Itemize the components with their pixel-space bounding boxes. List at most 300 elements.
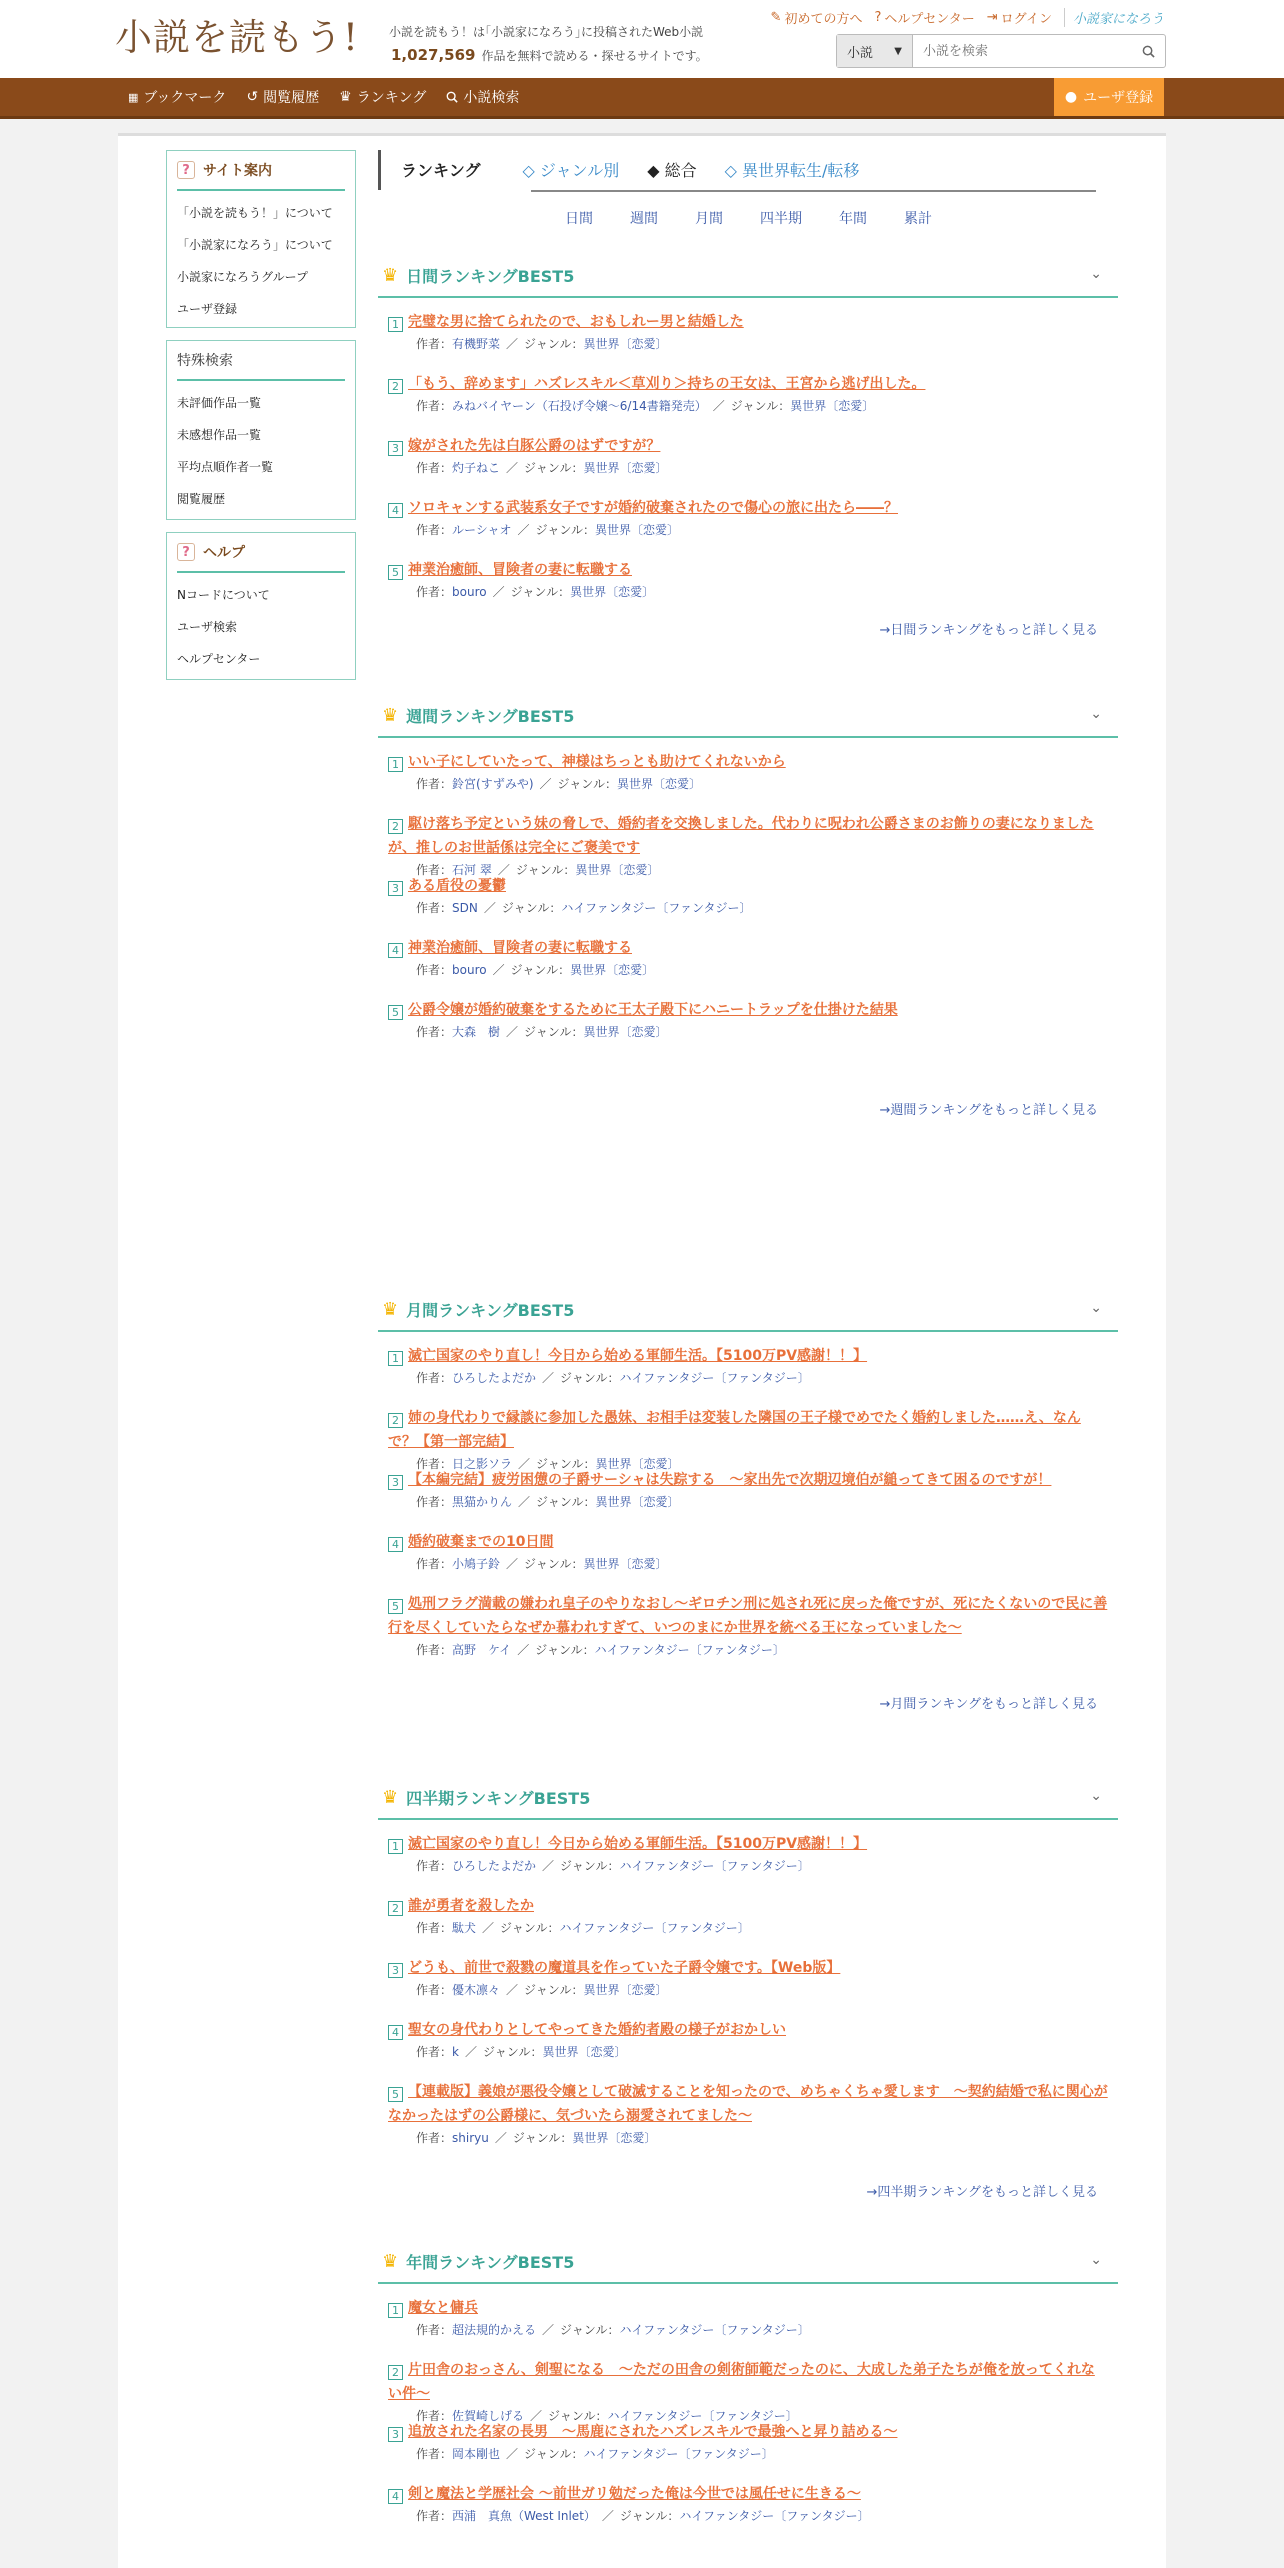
period-monthly[interactable]: 月間 [695, 211, 723, 227]
rank-number: 4 [388, 2489, 403, 2504]
author-label: 作者： [416, 2509, 453, 2523]
nav-search[interactable]: 小説検索 [446, 87, 519, 107]
sidebar-item-user-search[interactable]: ユーザ検索 [177, 620, 238, 634]
rank-number: 3 [388, 2427, 403, 2442]
novel-meta [388, 2506, 1108, 2526]
novel-meta [388, 898, 1108, 918]
genre-label: ジャンル： [510, 585, 571, 599]
meta-separator: ／ [492, 963, 505, 977]
author-link[interactable]: 高野 ケイ [452, 1643, 512, 1657]
ranking-section-title: 月間ランキングBEST5 [406, 1300, 575, 1320]
genre-label: ジャンル： [560, 2323, 620, 2337]
novel-meta [388, 582, 1108, 602]
genre-link[interactable]: 異世界〔恋愛〕 [572, 2131, 657, 2145]
ranking-item [388, 434, 1108, 478]
author-label: 作者： [416, 523, 453, 537]
novel-meta [388, 774, 1108, 794]
crown-icon: ♛ [382, 2250, 399, 2272]
genre-label: ジャンル： [560, 1859, 620, 1873]
work-count-suffix: 作品を無料で読める・探せるサイトです。 [481, 49, 708, 63]
sidebar-special-search [166, 340, 356, 520]
novel-title-link[interactable]: 滅亡国家のやり直し！今日から始める軍師生活。【5100万PV感謝！！】 [408, 1836, 868, 1852]
meta-separator: ／ [712, 399, 725, 413]
ranking-item [388, 2358, 1108, 2426]
genre-link[interactable]: 異世界〔恋愛〕 [595, 1495, 680, 1509]
period-weekly[interactable]: 週間 [630, 211, 658, 227]
chevron-down-icon[interactable]: ⌄ [1090, 266, 1102, 282]
chevron-down-icon[interactable]: ⌄ [1090, 1788, 1102, 1804]
sidebar-help-title: ? ヘルプ [177, 533, 345, 573]
novel-meta [388, 1856, 1108, 1876]
genre-link[interactable]: 異世界〔恋愛〕 [542, 2045, 627, 2059]
narou-brand-logo[interactable]: 小説家になろう [1064, 8, 1164, 27]
novel-title-link[interactable]: 魔女と傭兵 [408, 2300, 478, 2316]
author-label: 作者： [416, 863, 453, 877]
rank-number: 1 [388, 317, 403, 332]
crown-icon: ♛ [382, 704, 399, 726]
meta-separator: ／ [506, 461, 519, 475]
author-link[interactable]: shiryu [452, 2131, 489, 2145]
author-link[interactable]: 大森 樹 [452, 1025, 501, 1039]
ranking-item [388, 2080, 1108, 2148]
author-link[interactable]: 優木凛々 [452, 1983, 501, 1997]
rank-number: 4 [388, 1537, 403, 1552]
genre-label: ジャンル： [524, 1557, 584, 1571]
novel-title-link[interactable]: 婚約破棄までの10日間 [408, 1534, 554, 1550]
login-link[interactable]: ⇥ ログイン [986, 10, 1052, 27]
meta-separator: ／ [464, 2045, 477, 2059]
author-label: 作者： [416, 585, 453, 599]
book-icon: ✎ [770, 10, 782, 25]
ranking-item [388, 1592, 1108, 1660]
chevron-down-icon[interactable]: ⌄ [1090, 1300, 1102, 1316]
novel-title-link[interactable]: 追放された名家の長男 ～馬鹿にされたハズレスキルで最強へと昇り詰める～ [408, 2424, 898, 2440]
novel-title-link[interactable]: 剣と魔法と学歴社会 〜前世ガリ勉だった俺は今世では風任せに生きる〜 [408, 2486, 861, 2502]
ranking-section-header[interactable] [378, 694, 1118, 738]
chevron-down-icon[interactable]: ⌄ [1090, 706, 1102, 722]
sidebar-special-title: 特殊検索 [177, 341, 345, 381]
novel-title-link[interactable]: 聖女の身代わりとしてやってきた婚約者殿の様子がおかしい [408, 2022, 786, 2038]
ranking-section-header[interactable] [378, 254, 1118, 298]
sidebar-item-history[interactable]: 閲覧履歴 [177, 492, 226, 506]
author-link[interactable]: ひろしたよだか [452, 1371, 537, 1385]
meta-separator: ／ [517, 523, 530, 537]
author-link[interactable]: ルーシャオ [452, 523, 512, 537]
genre-link[interactable]: 異世界〔恋愛〕 [570, 963, 655, 977]
novel-title-link[interactable]: 処刑フラグ満載の嫌われ皇子のやりなおし～ギロチン刑に処され死に戻った俺ですが、死にたくないので民に善行を尽くしていたらなぜか慕われすぎて、いつのまにか世界を統べる王になっていました～ [388, 1596, 1108, 1636]
ranking-section-header[interactable] [378, 1288, 1118, 1332]
meta-separator: ／ [542, 1371, 555, 1385]
novel-title-link[interactable]: 誰が勇者を殺したか [408, 1898, 534, 1914]
author-link[interactable]: bouro [452, 585, 487, 599]
novel-title-link[interactable]: ソロキャンする武装系女子ですが婚約破棄されたので傷心の旅に出たら――？ [408, 500, 898, 516]
tab-underline [531, 190, 1096, 192]
ranking-section-yearly [378, 2240, 1118, 2568]
meta-separator: ／ [497, 863, 510, 877]
author-link[interactable]: SDN [452, 901, 478, 915]
ranking-heading: ランキング [401, 160, 481, 180]
rank-number: 5 [388, 565, 403, 580]
search-input[interactable] [913, 35, 1131, 67]
period-quarterly[interactable]: 四半期 [760, 211, 802, 227]
genre-link[interactable]: 異世界〔恋愛〕 [583, 1025, 668, 1039]
genre-label: ジャンル： [500, 1921, 560, 1935]
author-link[interactable]: 駄犬 [452, 1921, 477, 1935]
meta-separator: ／ [483, 901, 496, 915]
ranking-item [388, 2482, 1108, 2526]
meta-separator: ／ [518, 1495, 531, 1509]
novel-title-link[interactable]: ある盾役の憂鬱 [408, 878, 506, 894]
author-link[interactable]: 佐賀崎しげる [452, 2409, 525, 2423]
question-icon: ? [874, 10, 882, 25]
grid-icon: ▦ [128, 90, 139, 104]
meta-separator: ／ [506, 337, 519, 351]
sidebar-help [166, 532, 356, 680]
history-icon: ↺ [246, 89, 259, 105]
genre-label: ジャンル： [619, 2509, 680, 2523]
novel-meta [388, 520, 1108, 540]
ranking-item [388, 750, 1108, 794]
genre-link[interactable]: 異世界〔恋愛〕 [583, 337, 668, 351]
novel-title-link[interactable]: 「もう、辞めます」ハズレスキル＜草刈り＞持ちの王女は、王宮から逃げ出した。 [408, 376, 926, 392]
author-label: 作者： [416, 2323, 453, 2337]
tab-overall[interactable]: ◆ 総合 [647, 160, 697, 180]
novel-meta [388, 396, 1108, 416]
rank-number: 4 [388, 503, 403, 518]
ranking-item [388, 1832, 1108, 1876]
genre-label: ジャンル： [510, 963, 571, 977]
genre-label: ジャンル： [730, 399, 791, 413]
search-icon [446, 91, 458, 103]
author-label: 作者： [416, 2409, 453, 2423]
ranking-item [388, 936, 1108, 980]
nav-ranking[interactable]: ♛ ランキング [339, 89, 427, 106]
genre-link[interactable]: 異世界〔恋愛〕 [595, 523, 680, 537]
ranking-tabs [378, 150, 1093, 190]
ranking-item [388, 2296, 1108, 2340]
meta-separator: ／ [494, 2131, 507, 2145]
rank-number: 2 [388, 1901, 403, 1916]
novel-title-link[interactable]: 【本編完結】疲労困憊の子爵サーシャは失踪する ～家出先で次期辺境伯が縋ってきて困るのですが！ [408, 1472, 1052, 1488]
nav-history[interactable]: ↺ 閲覧履歴 [246, 89, 320, 106]
search-icon [1142, 45, 1155, 58]
more-ranking-link[interactable]: →月間ランキングをもっと詳しく見る [879, 1697, 1098, 1712]
author-label: 作者： [416, 1025, 453, 1039]
novel-title-link[interactable]: 嫁がされた先は白豚公爵のはずですが？ [408, 438, 661, 454]
genre-link[interactable]: ハイファンタジー〔ファンタジー〕 [561, 901, 752, 915]
novel-title-link[interactable]: どうも、前世で殺戮の魔道具を作っていた子爵令嬢です。【Web版】 [408, 1960, 841, 1976]
genre-label: ジャンル： [536, 1495, 596, 1509]
genre-link[interactable]: ハイファンタジー〔ファンタジー〕 [619, 1859, 810, 1873]
ranking-section-quarterly [378, 1776, 1118, 2236]
genre-label: ジャンル： [515, 863, 576, 877]
genre-link[interactable]: 異世界〔恋愛〕 [595, 1457, 680, 1471]
author-label: 作者： [416, 777, 453, 791]
rank-number: 3 [388, 441, 403, 456]
period-daily[interactable]: 日間 [565, 211, 593, 227]
beginners-link[interactable]: ✎ 初めての方へ [770, 10, 863, 27]
genre-label: ジャンル： [482, 2045, 543, 2059]
ranking-item [388, 874, 1108, 918]
sidebar-item-user-register[interactable]: ユーザ登録 [177, 302, 238, 316]
sidebar-item-no-review[interactable]: 未感想作品一覧 [177, 428, 262, 442]
novel-meta [388, 1980, 1108, 2000]
nav-bookmark[interactable]: ▦ ブックマーク [128, 90, 227, 106]
author-link[interactable]: 鈴宮(すずみや) [452, 777, 534, 791]
ranking-item [388, 998, 1108, 1042]
ranking-item [388, 372, 1108, 416]
tab-genre[interactable]: ◇ ジャンル別 [522, 160, 620, 180]
author-label: 作者： [416, 1371, 453, 1385]
crown-icon: ♛ [339, 89, 352, 105]
rank-number: 2 [388, 379, 403, 394]
author-label: 作者： [416, 1495, 453, 1509]
novel-meta [388, 1368, 1108, 1388]
sidebar-item-ncode[interactable]: Nコードについて [177, 588, 270, 602]
search-box [836, 34, 1166, 68]
novel-title-link[interactable]: 神業治癒師、冒険者の妻に転職する [408, 562, 632, 578]
novel-title-link[interactable]: 滅亡国家のやり直し！今日から始める軍師生活。【5100万PV感謝！！】 [408, 1348, 868, 1364]
user-icon: ● [1064, 89, 1078, 105]
rank-number: 4 [388, 943, 403, 958]
question-icon: ? [177, 161, 195, 179]
novel-meta [388, 1918, 1108, 1938]
sidebar-item-avg-authors[interactable]: 平均点順作者一覧 [177, 460, 274, 474]
genre-link[interactable]: 異世界〔恋愛〕 [583, 461, 668, 475]
novel-title-link[interactable]: 姉の身代わりで縁談に参加した愚妹、お相手は変装した隣国の王子様でめでたく婚約しました……え、なんで？【第一部完結】 [388, 1410, 1081, 1450]
genre-label: ジャンル： [536, 1457, 596, 1471]
top-links [771, 8, 1164, 27]
ranking-item [388, 496, 1108, 540]
genre-link[interactable]: 異世界〔恋愛〕 [570, 585, 655, 599]
novel-meta [388, 960, 1108, 980]
author-link[interactable]: 岡本剛也 [452, 2447, 501, 2461]
main-nav [0, 78, 1284, 119]
novel-title-link[interactable]: 【連載版】義娘が悪役令嬢として破滅することを知ったので、めちゃくちゃ愛します ～契約結婚で私に関心がなかったはずの公爵様に、気づいたら溺愛されてました～ [388, 2084, 1108, 2124]
ranking-item [388, 2420, 1108, 2464]
ranking-item [388, 1344, 1108, 1388]
novel-meta [388, 2320, 1108, 2340]
genre-label: ジャンル： [548, 2409, 608, 2423]
genre-label: ジャンル： [501, 901, 562, 915]
rank-number: 5 [388, 2087, 403, 2102]
author-label: 作者： [416, 1457, 453, 1471]
meta-separator: ／ [542, 1859, 555, 1873]
more-ranking-link[interactable]: →週間ランキングをもっと詳しく見る [879, 1103, 1098, 1118]
genre-link[interactable]: 異世界〔恋愛〕 [583, 1557, 668, 1571]
rank-number: 2 [388, 2365, 403, 2380]
more-ranking-link[interactable]: →四半期ランキングをもっと詳しく見る [866, 2185, 1098, 2200]
search-type-select[interactable]: 小説 ▼ [837, 35, 913, 67]
rank-number: 2 [388, 1413, 403, 1428]
novel-title-link[interactable]: 片田舎のおっさん、剣聖になる ～ただの田舎の剣術師範だったのに、大成した弟子たちが俺を放ってくれない件～ [388, 2362, 1095, 2402]
ranking-section-title: 週間ランキングBEST5 [406, 706, 575, 726]
rank-number: 5 [388, 1599, 403, 1614]
genre-label: ジャンル： [524, 1025, 584, 1039]
author-link[interactable]: 灼子ねこ [452, 461, 501, 475]
rank-number: 1 [388, 2303, 403, 2318]
meta-separator: ／ [517, 1643, 530, 1657]
period-yearly[interactable]: 年間 [839, 211, 867, 227]
genre-link[interactable]: ハイファンタジー〔ファンタジー〕 [607, 2409, 798, 2423]
novel-title-link[interactable]: 公爵令嬢が婚約破棄をするために王太子殿下にハニートラップを仕掛けた結果 [408, 1002, 898, 1018]
rank-number: 5 [388, 1005, 403, 1020]
question-icon: ? [177, 543, 195, 561]
author-label: 作者： [416, 1921, 453, 1935]
help-center-link[interactable]: ? ヘルプセンター [874, 10, 975, 27]
genre-link[interactable]: ハイファンタジー〔ファンタジー〕 [619, 1371, 810, 1385]
ranking-item [388, 1406, 1108, 1474]
sidebar-site-title: ? サイト案内 [177, 151, 345, 191]
author-link[interactable]: みねバイヤーン（石投げ令嬢〜6/14書籍発売） [452, 399, 707, 413]
novel-meta [388, 2128, 1108, 2148]
rank-number: 1 [388, 757, 403, 772]
rank-number: 2 [388, 819, 403, 834]
author-label: 作者： [416, 1859, 453, 1873]
rank-number: 4 [388, 2025, 403, 2040]
ranking-section-daily [378, 254, 1118, 714]
sidebar-item-about-yomou[interactable]: 「小説を読もう！」について [177, 206, 333, 220]
novel-title-link[interactable]: 完璧な男に捨てられたので、おもしれー男と結婚した [408, 314, 744, 330]
site-logo[interactable]: 小説を読もう! [115, 16, 359, 59]
author-link[interactable]: 石河 翠 [452, 863, 492, 877]
genre-link[interactable]: ハイファンタジー〔ファンタジー〕 [679, 2509, 870, 2523]
author-link[interactable]: bouro [452, 963, 487, 977]
crown-icon: ♛ [382, 1298, 399, 1320]
meta-separator: ／ [601, 2509, 614, 2523]
author-label: 作者： [416, 399, 453, 413]
genre-link[interactable]: ハイファンタジー〔ファンタジー〕 [619, 2323, 810, 2337]
genre-link[interactable]: ハイファンタジー〔ファンタジー〕 [559, 1921, 750, 1935]
novel-title-link[interactable]: いい子にしていたって、神様はちっとも助けてくれないから [408, 754, 786, 770]
meta-separator: ／ [506, 1557, 519, 1571]
crown-icon: ♛ [382, 264, 399, 286]
sidebar-item-about-narou[interactable]: 「小説家になろう」について [177, 238, 333, 252]
author-label: 作者： [416, 2045, 453, 2059]
genre-link[interactable]: 異世界〔恋愛〕 [616, 777, 701, 791]
period-links [565, 208, 932, 228]
rank-number: 1 [388, 1839, 403, 1854]
author-link[interactable]: 超法規的かえる [452, 2323, 537, 2337]
author-link[interactable]: 小鳩子鈴 [452, 1557, 501, 1571]
tab-isekai[interactable]: ◇ 異世界転生/転移 [724, 160, 860, 180]
rank-number: 3 [388, 1963, 403, 1978]
author-label: 作者： [416, 1557, 453, 1571]
ranking-item [388, 812, 1108, 880]
ranking-section-title: 日間ランキングBEST5 [406, 266, 575, 286]
ranking-item [388, 1894, 1108, 1938]
author-link[interactable]: ひろしたよだか [452, 1859, 537, 1873]
author-link[interactable]: 西浦 真魚（West Inlet） [452, 2509, 596, 2523]
genre-label: ジャンル： [524, 1983, 584, 1997]
author-label: 作者： [416, 1983, 453, 1997]
genre-label: ジャンル： [524, 337, 584, 351]
author-link[interactable]: 有機野菜 [452, 337, 501, 351]
author-label: 作者： [416, 2131, 453, 2145]
genre-label: ジャンル： [557, 777, 617, 791]
user-register-button[interactable]: ● ユーザ登録 [1054, 78, 1164, 116]
period-total[interactable]: 累計 [904, 211, 932, 227]
main-container [118, 133, 1166, 2568]
author-label: 作者： [416, 461, 453, 475]
chevron-down-icon[interactable]: ⌄ [1090, 2252, 1102, 2268]
author-label: 作者： [416, 963, 453, 977]
ranking-item [388, 1468, 1108, 1512]
author-link[interactable]: k [452, 2045, 459, 2059]
meta-separator: ／ [506, 2447, 519, 2461]
genre-link[interactable]: ハイファンタジー〔ファンタジー〕 [583, 2447, 774, 2461]
genre-label: ジャンル： [535, 1643, 595, 1657]
meta-separator: ／ [542, 2323, 555, 2337]
sidebar-item-unrated[interactable]: 未評価作品一覧 [177, 396, 262, 410]
author-label: 作者： [416, 2447, 453, 2461]
author-link[interactable]: 日之影ソラ [452, 1457, 513, 1471]
sidebar-site-guide [166, 150, 356, 328]
genre-label: ジャンル： [512, 2131, 573, 2145]
author-label: 作者： [416, 1643, 453, 1657]
genre-link[interactable]: 異世界〔恋愛〕 [790, 399, 875, 413]
author-label: 作者： [416, 901, 453, 915]
ranking-item [388, 1956, 1108, 2000]
genre-label: ジャンル： [535, 523, 596, 537]
ranking-section-header[interactable] [378, 1776, 1118, 1820]
ranking-section-monthly [378, 1288, 1118, 1748]
novel-meta [388, 2042, 1108, 2062]
meta-separator: ／ [482, 1921, 495, 1935]
genre-label: ジャンル： [524, 2447, 584, 2461]
novel-meta [388, 1022, 1108, 1042]
rank-number: 3 [388, 881, 403, 896]
novel-meta [388, 1640, 1108, 1660]
novel-meta [388, 458, 1108, 478]
genre-link[interactable]: 異世界〔恋愛〕 [575, 863, 660, 877]
genre-link[interactable]: ハイファンタジー〔ファンタジー〕 [594, 1643, 785, 1657]
site-description: 小説を読もう！は｢小説家になろう｣に投稿されたWeb小説 [389, 25, 704, 39]
sidebar-item-narou-group[interactable]: 小説家になろうグループ [177, 270, 309, 284]
ranking-section-title: 年間ランキングBEST5 [406, 2252, 575, 2272]
ranking-section-weekly [378, 694, 1118, 1154]
author-link[interactable]: 黒猫かりん [452, 1495, 513, 1509]
ranking-item [388, 1530, 1108, 1574]
meta-separator: ／ [492, 585, 505, 599]
novel-title-link[interactable]: 神業治癒師、冒険者の妻に転職する [408, 940, 632, 956]
site-count-line [391, 46, 708, 64]
meta-separator: ／ [530, 2409, 543, 2423]
ranking-item [388, 2018, 1108, 2062]
search-button[interactable] [1131, 35, 1165, 67]
author-label: 作者： [416, 337, 453, 351]
sidebar-item-help-center[interactable]: ヘルプセンター [177, 652, 261, 666]
more-ranking-link[interactable]: →日間ランキングをもっと詳しく見る [879, 623, 1098, 638]
novel-title-link[interactable]: 駆け落ち予定という妹の脅しで、婚約者を交換しました。代わりに呪われ公爵さまのお飾りの妻になりましたが、推しのお世話係は完全にご褒美です [388, 816, 1094, 856]
novel-meta [388, 2444, 1108, 2464]
novel-meta [388, 334, 1108, 354]
rank-number: 1 [388, 1351, 403, 1366]
work-count: 1,027,569 [391, 46, 476, 64]
meta-separator: ／ [506, 1025, 519, 1039]
rank-number: 3 [388, 1475, 403, 1490]
genre-label: ジャンル： [524, 461, 584, 475]
ranking-item [388, 310, 1108, 354]
site-header [0, 0, 1284, 78]
genre-link[interactable]: 異世界〔恋愛〕 [583, 1983, 668, 1997]
ranking-section-header[interactable] [378, 2240, 1118, 2284]
meta-separator: ／ [539, 777, 552, 791]
novel-meta [388, 1492, 1108, 1512]
meta-separator: ／ [506, 1983, 519, 1997]
novel-meta [388, 1554, 1108, 1574]
crown-icon: ♛ [382, 1786, 399, 1808]
